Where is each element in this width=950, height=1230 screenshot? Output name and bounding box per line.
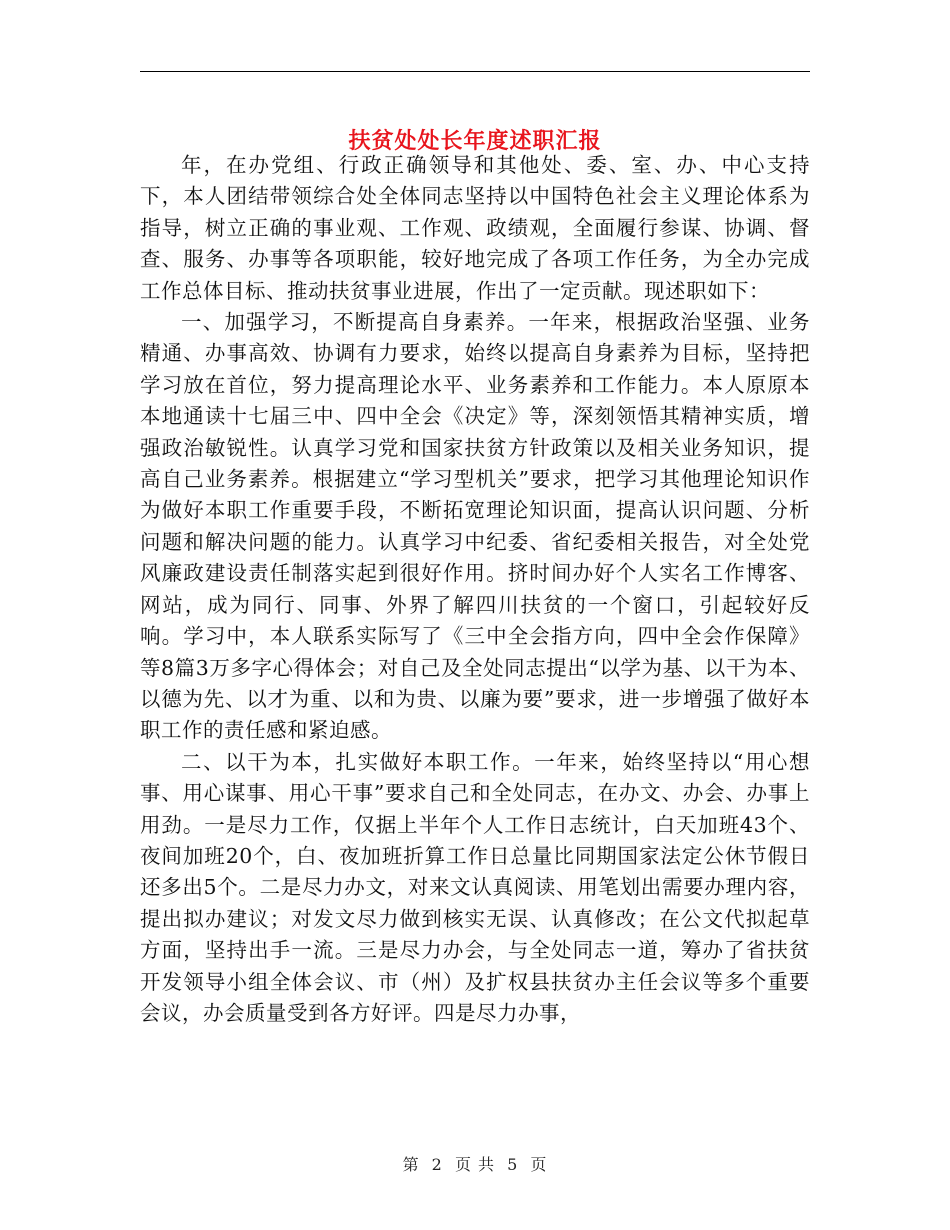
footer-middle: 页 共: [454, 1155, 496, 1174]
footer-suffix: 页: [530, 1155, 548, 1174]
footer-total-pages: 5: [507, 1155, 519, 1174]
paragraph-section-2: 二、以干为本，扎实做好本职工作。一年来，始终坚持以“用心想事、用心谋事、用心干事”要求自己和全处同志，在办文、办会、办事上用劲。一是尽力工作，仅据上半年个人工作日志统计，白天加班43个、夜间加班20个，白、夜加班折算工作日总量比同期国家法定公休节假日还多出5个。二是尽力办文，对来文认真阅读、用笔划出需要办理内容，提出拟办建议；对发文尽力做到核实无误、认真修改；在公文代拟起草方面，坚持出手一流。三是尽力办会，与全处同志一道，筹办了省扶贫开发领导小组全体会议、市（州）及扩权县扶贫办主任会议等多个重要会议，办会质量受到各方好评。四是尽力办事，: [140, 749, 810, 1025]
header-rule: [140, 71, 810, 72]
paragraph-section-1: 一、加强学习，不断提高自身素养。一年来，根据政治坚强、业务精通、办事高效、协调有力要求，始终以提高自身素养为目标，坚持把学习放在首位，努力提高理论水平、业务素养和工作能力。本人原原本本地通读十七届三中、四中全会《决定》等，深刻领悟其精神实质，增强政治敏锐性。认真学习党和国家扶贫方针政策以及相关业务知识，提高自己业务素养。根据建立“学习型机关”要求，把学习其他理论知识作为做好本职工作重要手段，不断拓宽理论知识面，提高认识问题、分析问题和解决问题的能力。认真学习中纪委、省纪委相关报告，对全处党风廉政建设责任制落实起到很好作用。挤时间办好个人实名工作博客、网站，成为同行、同事、外界了解四川扶贫的一个窗口，引起较好反响。学习中，本人联系实际写了《三中全会指方向，四中全会作保障》等8篇3万多字心得体会；对自己及全处同志提出“以学为基、以干为本、以德为先、以才为重、以和为贵、以廉为要”要求，进一步增强了做好本职工作的责任感和紧迫感。: [140, 310, 810, 743]
paragraph-intro: 年，在办党组、行政正确领导和其他处、委、室、办、中心支持下，本人团结带领综合处全体同志坚持以中国特色社会主义理论体系为指导，树立正确的事业观、工作观、政绩观，全面履行参谋、协调、督查、服务、办事等各项职能，较好地完成了各项工作任务，为全办完成工作总体目标、推动扶贫事业进展，作出了一定贡献。现述职如下：: [140, 153, 810, 303]
footer-current-page: 2: [431, 1155, 443, 1174]
page-footer: [0, 1152, 950, 1175]
document-title: 扶贫处处长年度述职汇报: [348, 127, 602, 154]
document-body: [140, 150, 810, 1029]
footer-prefix: 第: [402, 1155, 420, 1174]
